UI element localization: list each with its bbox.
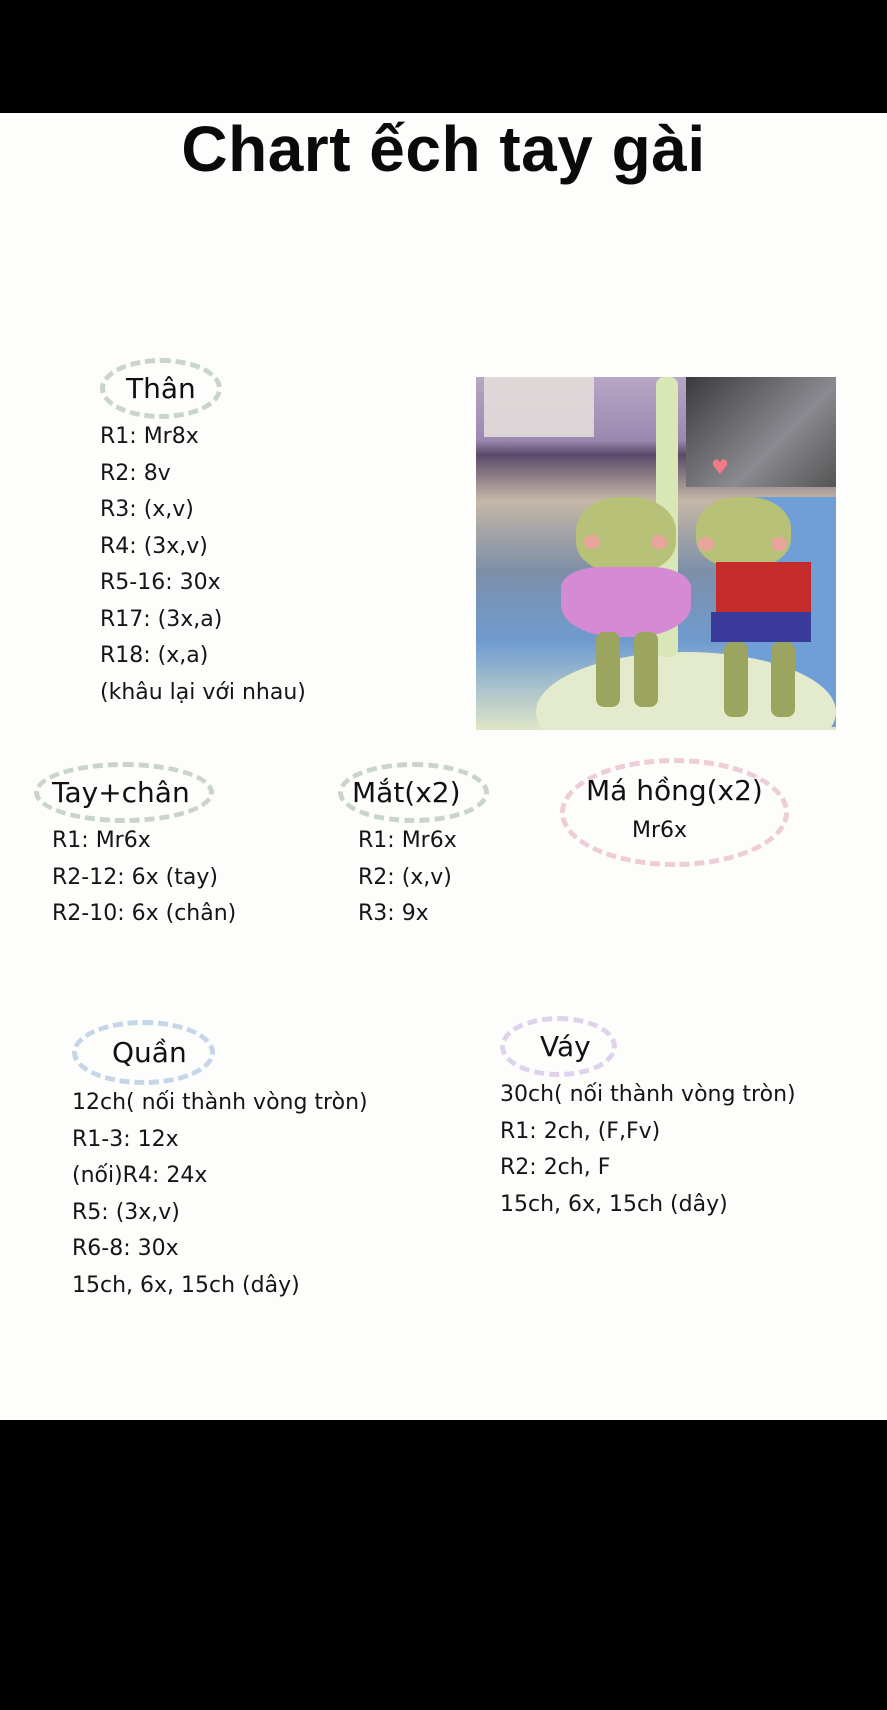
instruction-list [358, 823, 489, 933]
instruction-line: R3: 9x [358, 901, 429, 926]
instruction-line: R1: Mr6x [52, 828, 151, 853]
instruction-line: R5-16: 30x [100, 570, 221, 595]
section-heading [100, 358, 222, 419]
heading-text: Váy [540, 1030, 591, 1063]
section-heading [560, 758, 789, 867]
photo-curtain [686, 377, 836, 487]
instruction-line: Mr6x [632, 818, 688, 843]
instruction-line: R4: (3x,v) [100, 533, 208, 559]
instruction-line: R1: 2ch, (F,Fv) [500, 1118, 661, 1144]
instruction-line: R2-12: 6x (tay) [52, 864, 218, 890]
section-ma-hong [560, 758, 789, 867]
instruction-line: R1: Mr8x [100, 424, 199, 449]
instruction-line: R1: Mr6x [358, 828, 457, 853]
section-than [100, 358, 306, 711]
instruction-line: 12ch( nối thành vòng tròn) [72, 1090, 368, 1115]
instruction-line: R5: (3x,v) [72, 1199, 180, 1225]
section-tay-chan [34, 762, 236, 933]
page-title: Chart ếch tay gài [181, 113, 706, 185]
heading-text: Tay+chân [52, 776, 190, 809]
instruction-line: R17: (3x,a) [100, 606, 223, 632]
instruction-line: R18: (x,a) [100, 643, 209, 668]
instruction-line: R2: 8v [100, 460, 171, 486]
section-heading [338, 762, 489, 823]
instruction-line: R1-3: 12x [72, 1126, 179, 1152]
heading-text: Quần [112, 1036, 187, 1069]
instruction-line: R6-8: 30x [72, 1236, 179, 1261]
instruction-line: (khâu lại với nhau) [100, 679, 306, 705]
instruction-list [52, 823, 236, 933]
instruction-line: R2: (x,v) [358, 864, 452, 890]
section-heading [34, 762, 214, 823]
section-mat [338, 762, 489, 933]
heart-icon: ♥ [711, 455, 729, 479]
instruction-line: R3: (x,v) [100, 497, 194, 522]
instruction-line: R2: 2ch, F [500, 1155, 611, 1180]
heading-text: Má hồng(x2) [586, 774, 763, 807]
heading-text: Mắt(x2) [352, 776, 461, 809]
instruction-line: 15ch, 6x, 15ch (dây) [500, 1191, 728, 1217]
instruction-line: 15ch, 6x, 15ch (dây) [72, 1272, 300, 1298]
photo-card [484, 377, 594, 437]
section-quan [72, 1020, 368, 1304]
instruction-list [100, 419, 306, 711]
section-heading [500, 1016, 617, 1077]
instruction-line: 30ch( nối thành vòng tròn) [500, 1082, 796, 1107]
crochet-frogs-photo [476, 377, 836, 730]
section-heading [72, 1020, 215, 1085]
section-vay [500, 1016, 796, 1223]
instruction-line: R2-10: 6x (chân) [52, 901, 237, 926]
instruction-list [72, 1085, 368, 1304]
heading-text: Thân [126, 372, 196, 405]
instruction-line: (nối)R4: 24x [72, 1163, 208, 1188]
instruction-list [500, 1077, 796, 1223]
